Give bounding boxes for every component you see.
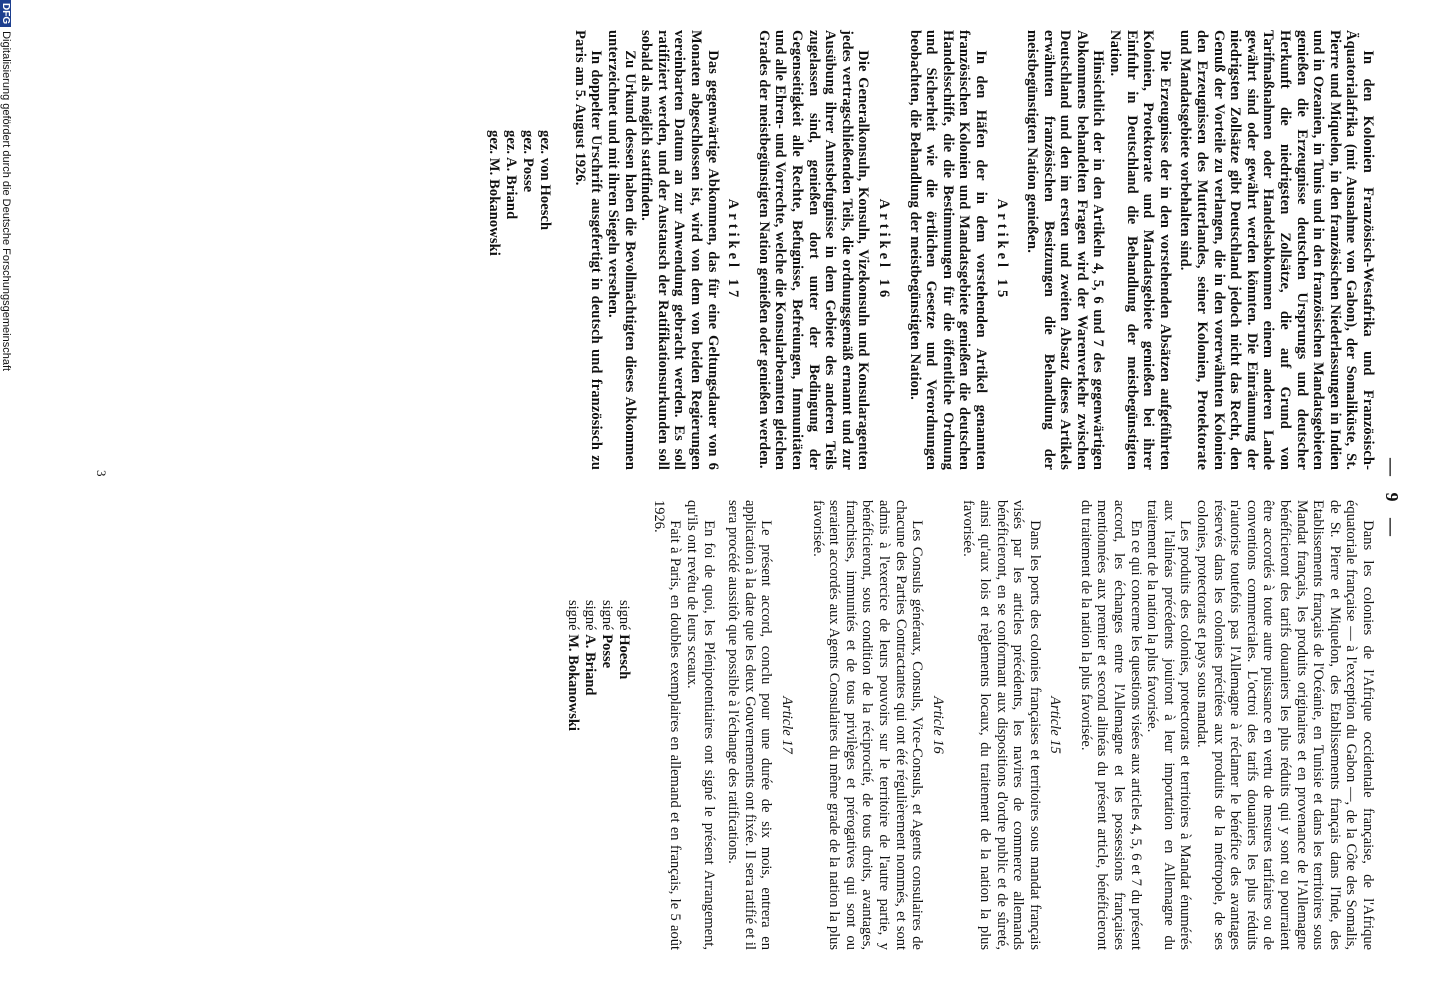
french-paragraph-article-17b: En foi de quoi, les Plénipotentiaires ont signé le présent Arrangement, qu'ils ont revêtu de leurs sceaux. [684,500,717,950]
french-paragraph-2: Les produits des colonies, protectorats et territoires à Mandat énumérés aux l'alinéas précédents jouiront à leur importation en Allemagne du traitement de la nation la plus favorisée. [1144,500,1194,950]
german-heading-article-17: Artikel 17 [725,198,742,302]
german-paragraph-article-17b: Zu Urkund dessen haben die Bevollmächtigten dieses Abkommen unterzeichnet und mit ihren Siegeln versehen. [605,30,638,470]
german-paragraph-article-16: Die Generalkonsuln, Konsuln, Vizekonsuln und Konsularagenten jedes vertragschließenden Teils, die ordnungsgemäß ernannt und zur Ausübung ihrer Amtsbefugnisse in dem Gebiete des anderen Teils zugelassen sind, genießen dort unter der Bedingung der Gegenseitigkeit alle Rechte, Befugnisse, Befreiungen, Immunitäten und alle Ehren- und Vorrechte, welche die Konsularbeamten gleichen Grades der meistbegünstigten Nation genießen oder genießen werden. [755,30,872,470]
french-column [564,500,1376,950]
signature-line: signé A. Briand [582,600,599,696]
french-heading-article-16: Article 16 [929,696,946,754]
german-paragraph-article-15: In den Häfen der in dem vorstehenden Artikel genannten französischen Kolonien und Mandatsgebiete genießen die deutschen Handelsschiffe, die die Bestimmungen für die öffentliche Ordnung und Sicherheit wie die örtlichen Gesetze und Verordnungen beobachten, die Behandlung der meistbegünstigten Nation. [906,30,989,470]
french-paragraph-3: En ce qui concerne les questions visées aux articles 4, 5, 6 et 7 du présent accord, les échanges entre l'Allemagne et les possessions françaises mentionnées aux premier et second alinéas du présent article, bénéficieront du traitement de la nation la plus favorisée. [1077,500,1144,950]
german-heading-article-15: Artikel 15 [993,198,1010,302]
german-column [485,30,1376,470]
german-paragraph-article-17c: In doppelter Urschrift ausgefertigt in deutsch und französisch zu Paris am 5. August 1926. [571,30,605,470]
french-paragraph-article-16: Les Consuls généraux, Consuls, Vice-Consuls, et Agents consulaires de chacune des Parties Contractantes qui ont été régulièrement nommés, et sont admis à l'exercice de leurs pouvoirs sur le territoire de l'autre partie, y bénéficieront, sous condition de la réciprocité, de tous droits, avantages, franchises, immunités et de tous privilèges et prérogatives qui sont ou seraient accordés aux Agents Consulaires du même grade de la nation la plus favorisée. [809,500,926,950]
french-paragraph-article-15: Dans les ports des colonies françaises et territoires sous mandat français visés par les articles précédents, les navires de commerce allemands bénéficieront, en se conformant aux dispositions d'ordre public et de sûreté, ainsi qu'aux lois et règlements locaux, du traitement de la nation la plus favorisée. [960,500,1043,950]
signature-line: signé Posse [599,600,616,669]
french-signatures [564,500,632,950]
footer [0,0,12,1000]
signature-line: signé Hoesch [616,600,633,680]
signature-line: gez. A. Briand [503,130,520,220]
french-paragraph-1: Dans les colonies de l'Afrique occidentale française, de l'Afrique équatoriale française — à l'exception du Gabon —, de la Côte des Somalis, de St. Pierre et Miquelon, des Etablissements français dans l'Inde, des Etablissements français de l'Océanie, en Tunisie et dans les territoires sous Mandat français, les produits originaires et en provenance de l'Allemagne bénéficieront des tarifs douaniers les plus réduits qui y sont ou pourraient être accordés à toute autre puissance en vertu de mesures tarifaires ou de conventions commerciales. L'octroi des tarifs douaniers les plus réduits n'autorise toutefois pas l'Allemagne à réclamer le bénéfice des avantages réservés dans les colonies précitées aux produits de la métropole, de ses colonies, protectorats et pays sous mandat. [1194,500,1376,950]
signature-line: gez. Posse [520,130,537,193]
signature-line: signé M. Bokanowski [565,600,582,731]
german-paragraph-article-17a: Das gegenwärtige Abkommen, das für eine Geltungsdauer von 6 Monaten abgeschlossen ist, wird von dem von beiden Regierungen vereinbarten Datum an zur Anwendung gebracht werden. Es soll ratifiziert werden, und der Austausch der Ratifikationsurkunden soll sobald als möglich stattfinden. [638,30,721,470]
dfg-logo: DFG [0,0,11,27]
german-paragraph-2: Die Erzeugnisse der in den vorstehenden Absätzen aufgeführten Kolonien, Protektorate und Mandatsgebiete genießen bei ihrer Einfuhr in Deutschland die Behandlung der meistbegünstigten Nation. [1107,30,1173,470]
page-number: — 9 — [1382,458,1402,542]
german-heading-article-16: Artikel 16 [875,198,892,302]
signature-line: gez. M. Bokanowski [486,130,503,256]
french-heading-article-15: Article 15 [1047,696,1064,754]
sheet-mark: 3 [94,470,109,477]
french-paragraph-article-17a: Le présent accord, conclu pour une durée de six mois, entrera en application à la date que les deux Gouvernements ont fixée. Il sera ratifié et il sera procédé aussitôt que possible à l'échange des ratifications. [725,500,775,950]
french-heading-article-17: Article 17 [779,696,795,754]
french-paragraph-article-17c: Fait à Paris, en doubles exemplaires en allemand et en français, le 5 août 1926. [650,500,684,950]
german-paragraph-1: In den Kolonien Französisch-Westafrika und Französisch-Äquatorialafrika (mit Ausnahme von Gabon), der Somaliküste, St. Pierre und Miquelon, in den französischen Niederlassungen in Indien und in Ozeanien, in Tunis und in den französischen Mandatsgebieten genießen die Erzeugnisse deutschen Ursprungs und deutscher Herkunft die niedrigsten Zollsätze, die auf Grund von Tarifmaßnahmen oder Handelsabkommen einem anderen Lande gewährt sind oder gewährt werden könnten. Die Einräumung der niedrigsten Zollsätze gibt Deutschland jedoch nicht das Recht, den Genuß der Vorteile zu verlangen, die in den vorerwähnten Kolonien den Erzeugnissen des Mutterlandes, seiner Kolonien, Protektorate und Mandatsgebiete vorbehalten sind. [1177,30,1376,470]
footer-text: Digitalisierung gefördert durch die Deutsche Forschungsgemeinschaft [0,31,12,372]
german-paragraph-3: Hinsichtlich der in den Artikeln 4, 5, 6 und 7 des gegenwärtigen Abkommens behandelten Fragen wird der Warenverkehr zwischen Deutschland und den im ersten und zweiten Absatz dieses Artikels erwähnten französischen Besitzungen die Behandlung der meistbegünstigten Nation genießen. [1024,30,1107,470]
signature-line: gez. von Hoesch [537,130,554,231]
german-signatures [485,30,553,470]
